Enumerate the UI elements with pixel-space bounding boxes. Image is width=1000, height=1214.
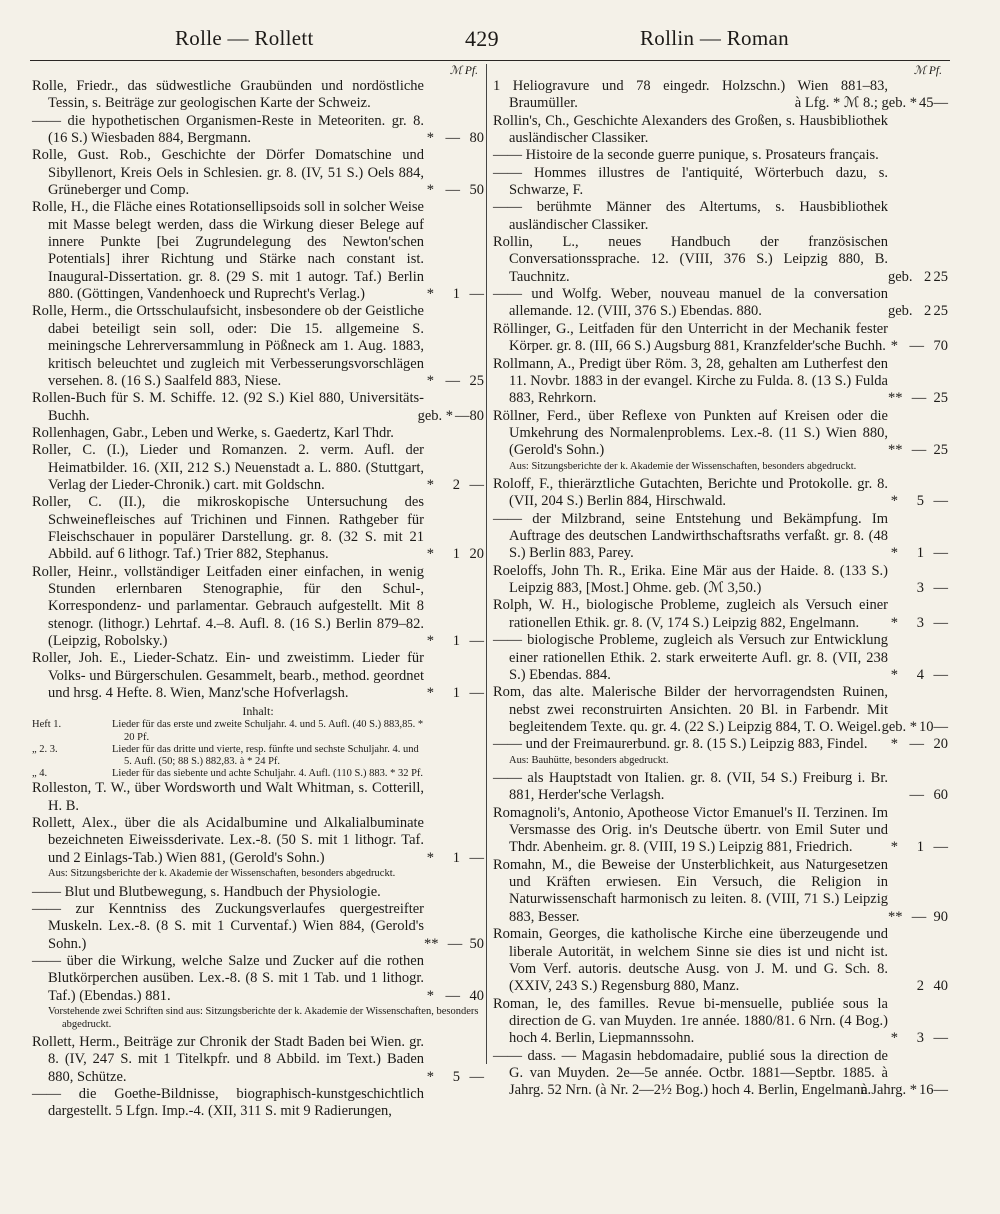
price-pfennig: — — [933, 95, 948, 112]
entry-price — [424, 936, 484, 953]
catalog-entry — [493, 78, 948, 113]
entry-price — [888, 303, 948, 320]
entry-note: Aus: Bauhütte, besonders abgedruckt. — [509, 754, 669, 766]
price-pfennig: — — [469, 286, 484, 303]
price-pfennig: — — [933, 614, 948, 631]
entry-text: —— dass. — Magasin hebdomadaire, publié sous la direction de G. van Muyden. 2e—5e année. Octbr. 1881—Septbr. 1885. à Jahrg. 52 Nrn. (à Nr. 2—2½ Bog.) hoch 4. Berlin, Engelmann. — [493, 1047, 888, 1099]
entry-price — [888, 667, 948, 684]
entry-note: Aus: Sitzungsberichte der k. Akademie der Wissenschaften, besonders abgedruckt. — [509, 460, 857, 472]
price-marker: à Jahrg. * — [861, 1082, 917, 1099]
entry-text: —— und der Freimaurerbund. gr. 8. (15 S.) Leipzig 883, Findel. — [493, 736, 868, 753]
entry-text: —— der Milzbrand, seine Entstehung und Bekämpfung. Im Auftrage des deutschen Landwirthschaftsraths verfaßt. gr. 8. (48 S.) Berlin 883, Parey. — [493, 510, 888, 562]
price-pfennig: 70 — [933, 338, 948, 355]
entry-text: Rom, das alte. Malerische Bilder der hervorragendsten Ruinen, nebst zwei reconstruirten Ansichten. 20 Bl. in Farbendr. Mit begleitendem Texte. qu. gr. 4. (22 S.) Leipzig 884, T. O. Weigel. — [493, 684, 888, 735]
entry-text: Roman, le, des familles. Revue bi-mensuelle, publiée sous la direction de G. van Muyden. 1re année. 1880/81. 6 Nrn. (4 Bog.) hoch 4. Berlin, Liepmannssohn. — [493, 995, 888, 1047]
price-mark: — — [447, 935, 463, 952]
price-pfennig: — — [933, 545, 948, 562]
entry-note: Vorstehende zwei Schriften sind aus: Sitzungsberichte der k. Akademie der Wissenschaften, besonders abgedruckt. — [48, 1006, 479, 1030]
header-right: Rollin — Roman — [640, 26, 789, 50]
price-mark: — — [445, 182, 460, 199]
contents-heading: Inhalt: — [242, 704, 274, 719]
price-mark: 1 — [452, 286, 460, 303]
entry-price — [881, 718, 948, 736]
contents-item — [32, 768, 484, 780]
catalog-entry — [493, 736, 948, 753]
right-entry-list — [493, 78, 948, 1100]
price-marker: geb. — [888, 303, 913, 320]
catalog-entry — [32, 199, 484, 303]
entry-price — [424, 286, 484, 303]
entry-text: Rolle, Friedr., das südwestliche Graubünden und nordöstliche Tessin, s. Beiträge zur geologischen Karte der Schweiz. — [32, 78, 424, 112]
entry-text: —— über die Wirkung, welche Salze und Zucker auf die rothen Blutkörperchen ausüben. Lex.-8. (8 S. mit 1 Tab. und 1 lithogr. Taf.) (Ebendas.) 881. — [32, 952, 424, 1004]
price-marker: geb. * — [417, 407, 453, 424]
entry-text: —— die hypothetischen Organismen-Reste in Meteoriten. gr. 8. (16 S.) Wiesbaden 884, Bergmann. — [32, 112, 424, 147]
price-mark: — — [909, 787, 924, 804]
catalog-entry — [493, 511, 948, 563]
entry-price — [888, 978, 948, 995]
price-pfennig: — — [933, 718, 948, 735]
catalog-entry — [32, 564, 484, 651]
catalog-entry — [493, 857, 948, 926]
price-marker: * — [426, 1068, 434, 1085]
catalog-entry — [32, 113, 484, 148]
entry-text: Rolph, W. H., biologische Probleme, zugleich als Versuch einer rationellen Ethik. gr. 8. (V, 174 S.) Leipzig 882, Engelmann. — [493, 597, 888, 631]
catalog-entry — [32, 494, 484, 563]
price-marker: geb. * — [881, 718, 917, 735]
entry-text: —— zur Kenntniss des Zuckungsverlaufes quergestreifter Muskeln. Lex.-8. (8 S. mit 1 Curventaf.) Wien 884, (Gerold's Sohn.) — [32, 900, 424, 952]
entry-text: 1 Heliogravure und 78 eingedr. Holzschn.) Wien 881–83, Braumüller. — [493, 78, 888, 112]
left-entry-list — [32, 78, 484, 1121]
contents-text: Lieder für das dritte und vierte, resp. fünfte und sechste Schuljahr. 4. und 5. Aufl. (50; 88 S.) 882,83. à * 24 Pf. — [112, 743, 419, 767]
catalog-entry — [493, 286, 948, 321]
catalog-entry — [32, 815, 484, 867]
price-pfennig: 80 — [469, 407, 484, 424]
catalog-entry — [493, 147, 948, 164]
price-pfennig: 40 — [933, 978, 948, 995]
price-mark: 1 — [452, 633, 460, 649]
price-pfennig: 60 — [933, 787, 948, 804]
catalog-entry — [32, 780, 484, 815]
price-pfennig: 25 — [933, 442, 948, 459]
price-marker: * — [890, 736, 898, 753]
entry-price — [888, 839, 948, 856]
entry-text: —— die Goethe-Bildnisse, biographisch-kunstgeschichtlich dargestellt. 5 Lfgn. Imp.-4. (XII, 311 S. mit 9 Radierungen, — [32, 1086, 424, 1120]
price-mark: 3 — [916, 1030, 924, 1047]
catalog-entry — [493, 684, 948, 736]
catalog-entry — [32, 901, 484, 953]
entry-text: Rolle, H., die Fläche eines Rotationsellipsoids soll in solcher Weise mit Masse belegt werden, dass die Wirkung dieser Belege auf innere Punkte [bei Zugrundelegung des Newton'schen Potentials] ihrer Richtung und Stärke nach constant ist. Inaugural-Dissertation. gr. 8. (29 S. mit 1 autogr. Taf.) Berlin 880. (Göttingen, Vandenhoeck und Ruprecht's Verlag.) — [32, 199, 424, 303]
price-pfennig: — — [933, 1082, 948, 1099]
entry-text: Rollen-Buch für S. M. Schiffe. 12. (92 S.) Kiel 880, Universitäts-Buchh. — [32, 390, 424, 424]
entry-note: Aus: Sitzungsberichte der k. Akademie der Wissenschaften, besonders abgedruckt. — [48, 868, 396, 880]
price-pfennig: — — [469, 1068, 484, 1085]
price-mark: — — [445, 372, 460, 389]
price-pfennig: 25 — [469, 372, 484, 389]
contents-volume: „ 2. 3. — [32, 743, 58, 755]
catalog-entry — [493, 926, 948, 995]
entry-text: Rollett, Herm., Beiträge zur Chronik der Stadt Baden bei Wien. gr. 8. (IV, 247 S. mit 1 Titelkpfr. und 8 Abbild. im Text.) Baden 880, Schütze. — [32, 1034, 424, 1085]
entry-price — [424, 130, 484, 147]
contents-text: Lieder für das siebente und achte Schuljahr. 4. Aufl. (110 S.) 883. * 32 Pf. — [112, 768, 424, 780]
entry-price — [424, 988, 484, 1005]
left-column — [32, 64, 484, 1121]
entry-price — [424, 1069, 484, 1086]
price-mark: 2 — [924, 268, 932, 285]
price-mark: 16 — [919, 1082, 934, 1099]
price-mark: — — [911, 390, 927, 407]
price-mark: 4 — [916, 666, 924, 683]
price-mark: — — [911, 442, 927, 459]
price-marker: * — [426, 685, 434, 702]
price-pfennig: 20 — [933, 736, 948, 753]
entry-text: Rollin's, Ch., Geschichte Alexanders des Großen, s. Hausbibliothek ausländischer Classiker. — [493, 112, 888, 147]
catalog-entry — [493, 632, 948, 684]
price-pfennig: — — [933, 580, 948, 597]
price-pfennig: 50 — [469, 182, 484, 199]
entry-price — [888, 442, 948, 459]
price-marker: * — [426, 476, 434, 493]
price-pfennig: — — [469, 685, 484, 702]
entry-text: Roeloffs, John Th. R., Erika. Eine Mär aus der Haide. 8. (133 S.) Leipzig 883, [Most.] Ohme. geb. (ℳ 3,50.) — [493, 562, 888, 597]
price-marker: ** — [888, 390, 903, 407]
entry-price — [888, 909, 948, 926]
entry-price — [861, 1082, 948, 1099]
price-pfennig: 50 — [469, 935, 484, 952]
price-marker: * — [426, 633, 434, 649]
price-mark: 3 — [916, 580, 924, 597]
catalog-entry — [32, 650, 484, 702]
price-mark: 2 — [452, 476, 460, 493]
price-pfennig: — — [469, 476, 484, 493]
price-mark: 3 — [916, 614, 924, 631]
entry-price — [888, 545, 948, 562]
price-pfennig: — — [469, 633, 484, 649]
entry-price — [424, 685, 484, 702]
entry-price — [888, 269, 948, 286]
catalog-entry — [32, 1086, 484, 1121]
entry-text: Rolleston, T. W., über Wordsworth und Walt Whitman, s. Cotterill, H. B. — [32, 780, 424, 814]
price-mark: — — [445, 130, 460, 147]
entry-price — [424, 546, 484, 563]
catalog-entry — [32, 953, 484, 1005]
catalog-entry — [493, 113, 948, 148]
entry-text: —— Blut und Blutbewegung, s. Handbuch der Physiologie. — [32, 883, 381, 900]
entry-price — [417, 407, 484, 425]
entry-price — [794, 95, 948, 112]
entry-price — [424, 182, 484, 199]
entry-text: Rollett, Alex., über die als Acidalbumine und Alkalialbuminate bezeichneten Eiweissderivate. Lex.-8. (50 S. mit 1 lithogr. Taf. und 2 Einlags-Tab.) Wien 881, (Gerold's Sohn.) — [32, 815, 424, 866]
price-unit-label: ℳ Pf. — [913, 65, 942, 77]
entry-price — [888, 580, 948, 597]
price-pfennig: 80 — [469, 130, 484, 147]
price-mark: — — [455, 407, 470, 424]
price-marker: * — [890, 545, 898, 562]
header-left: Rolle — Rollett — [175, 26, 314, 50]
contents-item — [32, 744, 484, 768]
catalog-entry — [493, 234, 948, 286]
column-divider — [486, 64, 487, 1064]
entry-text: Rollenhagen, Gabr., Leben und Werke, s. Gaedertz, Karl Thdr. — [32, 424, 394, 441]
price-mark: 2 — [924, 303, 932, 320]
catalog-entry — [493, 770, 948, 805]
contents-text: Lieder für das erste und zweite Schuljahr. 4. und 5. Aufl. (40 S.) 883,85. * 20 Pf. — [112, 719, 424, 743]
catalog-entry — [493, 1048, 948, 1100]
entry-text: Röllner, Ferd., über Reflexe von Punkten auf Kreisen oder die Umkehrung des Normalenproblems. Lex.-8. (11 S.) Wien 880, (Gerold's Sohn.) — [493, 407, 888, 459]
catalog-entry — [32, 1034, 484, 1086]
price-mark: — — [909, 736, 924, 753]
catalog-entry — [493, 356, 948, 408]
entry-text: —— und Wolfg. Weber, nouveau manuel de la conversation allemande. 12. (VIII, 376 S.) Ebendas. 880. — [493, 286, 888, 320]
entry-text: —— als Hauptstadt von Italien. gr. 8. (VII, 54 S.) Freiburg i. Br. 881, Herder'sche Verlagsh. — [493, 770, 888, 804]
catalog-entry — [32, 442, 484, 494]
entry-text: —— biologische Probleme, zugleich als Versuch zur Entwicklung einer rationellen Ethik. 2. stark erweiterte Aufl. gr. 8. (VII, 238 S.) Ebendas. 884. — [493, 632, 888, 683]
price-mark: 10 — [919, 718, 934, 735]
entry-price — [888, 787, 948, 804]
entry-text: Roller, C. (II.), die mikroskopische Untersuchung des Schweinefleisches auf Trichinen und Finnen. Rathgeber für Fleischschauer in populärer Darstellung. gr. 8. (32 S. mit 21 Abbild. auf 6 lithogr. Taf.) Trier 882, Stephanus. — [32, 494, 424, 563]
price-mark: 1 — [452, 685, 460, 702]
price-marker: ** — [424, 935, 439, 952]
price-mark: 45 — [919, 95, 934, 112]
entry-text: Roller, C. (I.), Lieder und Romanzen. 2. verm. Aufl. der Heimatbilder. 16. (XII, 212 S.) Neuenstadt a. L. 880. (Stuttgart, Verlag der Lieder-Chronik.) cart. mit Goldschn. — [32, 442, 424, 493]
price-marker: ** — [888, 442, 903, 459]
entry-text: Rolle, Herm., die Ortsschulaufsicht, insbesondere ob der Geistliche dabei beteiligt sein soll, oder: Die 15. allgemeine S. meiningsche Lehrerversammlung in Pößneck am 1. Aug. 1883, kritisch beleuchtet und zugleich mit Verbesserungsvorschlägen versehen. 8. (16 S.) Saalfeld 883, Niese. — [32, 303, 424, 389]
price-marker: * — [426, 546, 434, 563]
price-marker: geb. — [888, 268, 913, 285]
price-mark: — — [445, 987, 460, 1004]
price-pfennig: — — [933, 1030, 948, 1047]
catalog-entry — [493, 476, 948, 511]
price-mark: 1 — [452, 849, 460, 866]
catalog-entry — [493, 996, 948, 1048]
price-pfennig: 25 — [933, 268, 948, 285]
price-pfennig: 25 — [933, 390, 948, 407]
catalog-entry — [493, 321, 948, 356]
price-mark: 2 — [916, 978, 924, 995]
price-pfennig: 40 — [469, 987, 484, 1004]
entry-price — [424, 477, 484, 494]
catalog-entry — [32, 78, 484, 113]
catalog-entry — [32, 147, 484, 199]
catalog-entry — [493, 408, 948, 460]
price-marker: * — [426, 286, 434, 303]
price-marker: * — [890, 1030, 898, 1047]
header-rule — [30, 60, 950, 61]
entry-price — [888, 338, 948, 355]
entry-text: Romahn, M., die Beweise der Unsterblichkeit, aus Naturgesetzen und Kräften erwiesen. Ein Versuch, die Religion in Naturwissenschaft harmonisch zu leiten. 8. (VIII, 71 S.) Leipzig 883, Besser. — [493, 856, 888, 925]
entry-price — [888, 390, 948, 407]
price-marker: * — [890, 666, 898, 683]
catalog-entry — [493, 199, 948, 234]
price-pfennig: 25 — [933, 303, 948, 320]
price-marker: * — [426, 987, 434, 1004]
catalog-entry — [493, 563, 948, 598]
entry-text: Rollin, L., neues Handbuch der französischen Conversationssprache. 12. (VIII, 376 S.) Leipzig 880, B. Tauchnitz. — [493, 234, 888, 285]
entry-text: Rollmann, A., Predigt über Röm. 3, 28, gehalten am Lutherfest den 11. Novbr. 1883 in der evangel. Kirche zu Fulda. 8. (13 S.) Fulda 883, Rehrkorn. — [493, 355, 888, 407]
price-pfennig: — — [933, 666, 948, 683]
right-column — [493, 64, 948, 1100]
price-pfennig: — — [933, 493, 948, 510]
price-marker: * — [890, 839, 898, 856]
entry-price — [888, 493, 948, 510]
price-marker: ** — [888, 908, 903, 925]
contents-volume: „ 4. — [32, 768, 48, 780]
entry-text: Romagnoli's, Antonio, Apotheose Victor Emanuel's II. Terzinen. Im Versmasse des Orig. in's Deutsche übertr. von Emil Suter und Thdr. Abenheim. gr. 8. (VIII, 19 S.) Leipzig 881, Friedrich. — [493, 804, 888, 856]
price-mark: 1 — [916, 839, 924, 856]
catalog-entry — [32, 303, 484, 390]
entry-text: —— Histoire de la seconde guerre punique, s. Prosateurs français. — [493, 147, 879, 164]
entry-price — [888, 615, 948, 632]
price-mark: 5 — [452, 1068, 460, 1085]
price-marker: * — [890, 614, 898, 631]
price-pfennig: 90 — [933, 908, 948, 925]
price-mark: 1 — [916, 545, 924, 562]
price-marker: * — [426, 130, 434, 147]
contents-item — [32, 719, 484, 743]
entry-price — [888, 736, 948, 753]
price-marker: * — [890, 493, 898, 510]
price-mark: 1 — [452, 546, 460, 563]
contents-volume: Heft 1. — [32, 719, 62, 731]
catalog-entry — [32, 884, 484, 901]
price-mark: — — [909, 338, 924, 355]
entry-text: —— berühmte Männer des Altertums, s. Hausbibliothek ausländischer Classiker. — [493, 199, 888, 233]
entry-text: Roller, Joh. E., Lieder-Schatz. Ein- und zweistimm. Lieder für Volks- und Bürgerschulen. Gesammelt, bearb., method. geordnet und hrsg. 4 Hefte. 8. Wien, Manz'sche Hofverlagsh. — [32, 650, 424, 702]
price-pfennig: — — [933, 839, 948, 856]
catalog-entry — [493, 597, 948, 632]
price-pfennig: — — [469, 849, 484, 866]
catalog-entry — [493, 165, 948, 200]
catalog-entry — [32, 425, 484, 442]
price-mark: 5 — [916, 493, 924, 510]
entry-text: Roloff, F., thierärztliche Gutachten, Berichte und Protokolle. gr. 8. (VII, 204 S.) Berlin 884, Hirschwald. — [493, 476, 888, 510]
entry-price — [424, 373, 484, 390]
price-mark: — — [911, 908, 927, 925]
entry-price — [888, 1030, 948, 1047]
entry-price — [424, 633, 484, 650]
catalog-entry — [32, 390, 484, 425]
price-marker: à Lfg. * ℳ 8.; geb. * — [794, 95, 917, 112]
entry-text: Röllinger, G., Leitfaden für den Unterricht in der Mechanik fester Körper. gr. 8. (III, 66 S.) Augsburg 881, Kranzfelder'sche Buchh. — [493, 320, 888, 355]
entry-price — [424, 850, 484, 867]
entry-text: Roller, Heinr., vollständiger Leitfaden einer einfachen, in wenig Stunden erlernbaren Stenographie, für den Schul-, Korrespondenz- und parlamentar. Gebrauch aufgestellt. Mit 8 stenogr. (lithogr.) Lehrtaf. 4.–8. Aufl. 8. (16 S.) Berlin 879–82. (Leipzig, Robolsky.) — [32, 563, 424, 649]
entry-text: Romain, Georges, die katholische Kirche eine überzeugende und liberale Autorität, in welchem Sinne sie dies ist und nicht ist. Vom Verf. autoris. deutsche Ausg. von J. M. und G. Sch. 8. (XXIV, 243 S.) Regensburg 880, Manz. — [493, 926, 888, 995]
price-marker: * — [426, 372, 434, 389]
page-number: 429 — [465, 26, 499, 51]
catalog-entry — [493, 805, 948, 857]
price-marker: * — [426, 849, 434, 866]
price-marker: * — [426, 182, 434, 199]
price-marker: * — [890, 338, 898, 355]
entry-text: Rolle, Gust. Rob., Geschichte der Dörfer Domatschine und Sibyllenort, Kreis Oels in Schlesien. gr. 8. (IV, 51 S.) Oels 884, Grüneberger und Comp. — [32, 147, 424, 199]
price-pfennig: 20 — [469, 546, 484, 563]
entry-text: —— Hommes illustres de l'antiquité, Wörterbuch dazu, s. Schwarze, F. — [493, 164, 888, 199]
price-unit-label: ℳ Pf. — [449, 65, 478, 77]
